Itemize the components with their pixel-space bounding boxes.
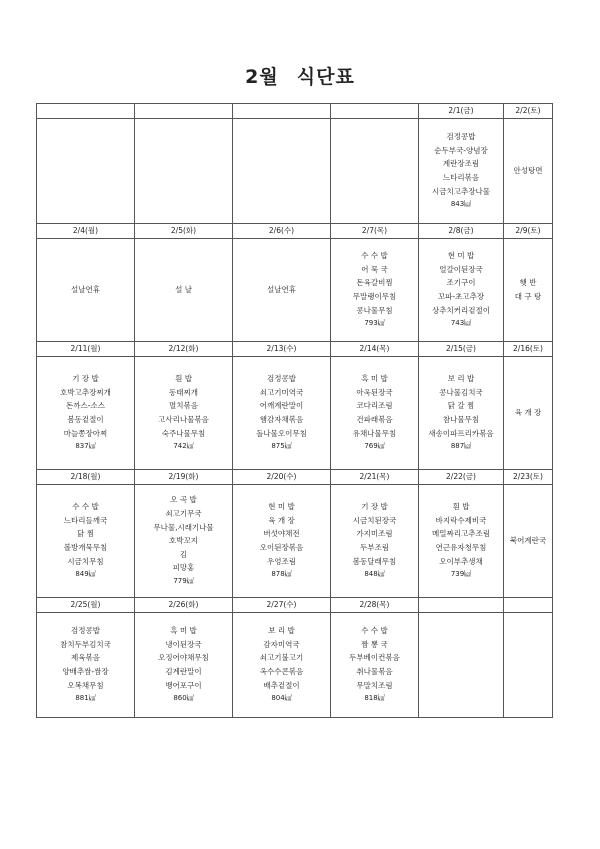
menu-item: 유채나물무침 (352, 428, 397, 438)
menu-item: 기 장 밥 (72, 374, 99, 384)
calorie-value: 804㎉ (271, 694, 292, 703)
date-cell: 2/14(목) (331, 342, 419, 357)
date-cell (504, 598, 553, 613)
menu-cell (135, 239, 233, 342)
menu-item: 건파래볶음 (356, 415, 393, 424)
menu-item: 조기구이 (446, 278, 476, 288)
calorie-value: 881㎉ (75, 694, 96, 703)
menu-item: 어깨계란말이 (259, 401, 304, 411)
date-cell: 2/8(금) (419, 224, 504, 239)
date-cell: 2/11(월) (37, 342, 135, 357)
menu-item: 설날연휴 (71, 285, 100, 295)
menu-item: 닭 찜 (77, 529, 94, 539)
menu-item: 오이된장볶음 (259, 543, 304, 552)
meal-table (36, 103, 553, 718)
menu-cell (135, 613, 233, 718)
menu-item: 연근유자청무침 (435, 543, 487, 552)
date-row (37, 598, 553, 613)
menu-item: 쇠고기미역국 (259, 387, 304, 397)
calorie-value: 793㎉ (364, 319, 385, 328)
date-row (37, 224, 553, 239)
menu-item: 검정콩밥 (267, 374, 296, 384)
menu-cell (419, 613, 504, 718)
menu-item: 햄감자채볶음 (259, 415, 304, 424)
menu-item: 흑 미 밥 (170, 626, 197, 636)
date-cell (37, 104, 135, 119)
menu-cell (37, 613, 135, 718)
menu-item: 바지락수제비국 (435, 515, 487, 525)
menu-item: 버섯야채전 (263, 529, 300, 539)
menu-item: 배추겉절이 (263, 680, 300, 690)
date-cell: 2/9(토) (504, 224, 553, 239)
menu-cell (504, 357, 553, 470)
menu-cell (419, 357, 504, 470)
menu-cell (331, 613, 419, 718)
date-cell: 2/21(목) (331, 470, 419, 485)
date-cell: 2/25(월) (37, 598, 135, 613)
menu-item: 호박꼬지 (169, 536, 198, 546)
date-cell (331, 104, 419, 119)
menu-item: 얼갈이된장국 (439, 264, 483, 274)
menu-item: 피망홍 (172, 563, 195, 573)
calorie-value: 849㎉ (75, 570, 96, 579)
calorie-value: 769㎉ (364, 442, 385, 451)
date-cell: 2/27(수) (233, 598, 331, 613)
menu-item: 육 개 장 (514, 408, 542, 418)
menu-item: 콩나물김치국 (439, 387, 483, 397)
date-cell: 2/13(수) (233, 342, 331, 357)
date-row (37, 470, 553, 485)
menu-cell (331, 239, 419, 342)
menu-item: 제육볶음 (71, 653, 100, 663)
menu-cell (135, 485, 233, 598)
menu-cell (504, 485, 553, 598)
menu-item: 감자미역국 (263, 639, 300, 649)
date-cell: 2/1(금) (419, 104, 504, 119)
menu-item: 호박고추장찌개 (60, 387, 111, 397)
calorie-value: 875㎉ (271, 442, 292, 451)
menu-item: 돌나물오이무침 (256, 428, 307, 438)
date-cell: 2/22(금) (419, 470, 504, 485)
menu-item: 취나물볶음 (356, 667, 393, 676)
menu-item: 설 날 (175, 285, 192, 295)
calorie-value: 843㎉ (450, 200, 472, 209)
date-cell: 2/26(화) (135, 598, 233, 613)
menu-item: 가지미조림 (356, 529, 393, 539)
menu-item: 김 (179, 549, 188, 559)
menu-item: 짬 뽕 국 (361, 639, 388, 649)
calorie-value: 837㎉ (75, 442, 96, 451)
menu-cell (233, 357, 331, 470)
menu-cell (504, 119, 553, 224)
menu-item: 닭 갈 찜 (447, 401, 475, 411)
date-cell: 2/5(화) (135, 224, 233, 239)
date-cell: 2/6(수) (233, 224, 331, 239)
menu-item: 오 곡 밥 (170, 495, 197, 505)
menu-cell (37, 119, 135, 224)
date-cell: 2/23(토) (504, 470, 553, 485)
menu-cell (331, 357, 419, 470)
menu-item: 검정콩밥 (71, 626, 100, 636)
menu-cell (37, 485, 135, 598)
menu-item: 쇠고기불고기 (259, 653, 304, 663)
menu-item: 새송이파프리카볶음 (428, 428, 494, 438)
menu-item: 기 장 밥 (361, 502, 388, 512)
menu-row (37, 357, 553, 470)
menu-item: 참치두부김치국 (60, 639, 111, 649)
calorie-value: 742㎉ (173, 442, 194, 451)
menu-item: 무말랭이무침 (352, 292, 397, 301)
menu-item: 대 구 탕 (514, 292, 542, 301)
menu-item: 꼬파-초고추장 (437, 292, 485, 301)
date-cell: 2/19(화) (135, 470, 233, 485)
date-cell: 2/12(화) (135, 342, 233, 357)
calorie-value: 818㎉ (364, 694, 385, 703)
menu-item: 흰 밥 (452, 502, 470, 512)
date-cell (233, 104, 331, 119)
date-cell (135, 104, 233, 119)
date-cell: 2/18(월) (37, 470, 135, 485)
menu-item: 두부조림 (360, 543, 389, 552)
menu-item: 검정콩밥 (446, 132, 476, 142)
menu-item: 옥수수콘볶음 (259, 667, 304, 676)
calorie-value: 878㎉ (271, 570, 292, 579)
date-row (37, 342, 553, 357)
date-cell: 2/15(금) (419, 342, 504, 357)
title-month: 2월 (245, 66, 279, 88)
menu-item: 마늘쫑장아찌 (63, 428, 108, 438)
calorie-value: 779㎉ (173, 576, 194, 585)
menu-item: 시금치고추장나물 (432, 186, 490, 196)
menu-item: 볼방개묵무침 (63, 543, 108, 552)
menu-item: 현 미 밥 (268, 502, 295, 512)
menu-item: 냉이된장국 (165, 639, 202, 649)
menu-cell (504, 239, 553, 342)
calorie-value: 860㎉ (173, 694, 194, 703)
menu-item: 흑 미 밥 (361, 374, 388, 384)
menu-row (37, 613, 553, 718)
date-cell: 2/20(수) (233, 470, 331, 485)
menu-item: 두부베이컨볶음 (349, 653, 400, 663)
menu-item: 고사리나물볶음 (158, 415, 209, 424)
date-cell: 2/16(토) (504, 342, 553, 357)
menu-item: 수 수 밥 (361, 251, 388, 261)
menu-item: 안성탕면 (513, 166, 543, 176)
menu-item: 설날연휴 (267, 285, 296, 295)
menu-item: 상추치커리겉절이 (432, 305, 490, 315)
menu-item: 보 리 밥 (447, 374, 475, 384)
date-cell: 2/4(월) (37, 224, 135, 239)
menu-item: 무말치조림 (356, 680, 393, 690)
menu-item: 숙주나물무침 (161, 428, 206, 438)
menu-item: 육 개 장 (268, 515, 295, 525)
menu-cell (135, 119, 233, 224)
menu-item: 뱅어포구이 (165, 680, 202, 690)
menu-item: 코다리조림 (356, 401, 393, 411)
title-text: 식단표 (296, 66, 355, 88)
menu-item: 참나물무침 (442, 415, 480, 424)
menu-item: 느타리들깨국 (63, 515, 108, 525)
date-cell: 2/28(목) (331, 598, 419, 613)
menu-cell (37, 239, 135, 342)
menu-item: 양배추쌈-쌈장 (62, 667, 109, 676)
menu-cell (419, 239, 504, 342)
calorie-value: 887㎉ (450, 442, 472, 451)
menu-item: 느타리볶음 (442, 173, 480, 182)
menu-item: 흰 밥 (175, 374, 192, 384)
menu-item: 북어계란국 (509, 536, 547, 546)
menu-cell (37, 357, 135, 470)
menu-item: 봄동달래무침 (352, 556, 397, 566)
menu-item: 햇 반 (519, 278, 537, 288)
menu-cell (419, 119, 504, 224)
menu-row (37, 485, 553, 598)
menu-item: 시금치무침 (67, 556, 104, 566)
menu-item: 쇠고기무국 (165, 509, 202, 519)
menu-item: 오복채무침 (67, 680, 104, 690)
menu-item: 현 미 밥 (447, 251, 475, 261)
menu-cell (331, 485, 419, 598)
menu-item: 콩나물무침 (356, 305, 393, 315)
calorie-value: 739㎉ (450, 570, 472, 579)
menu-cell (135, 357, 233, 470)
menu-cell (233, 119, 331, 224)
menu-item: 멸치볶음 (169, 401, 198, 411)
page-title (0, 62, 600, 89)
menu-item: 동태찌개 (169, 387, 198, 397)
menu-item: 수 수 밥 (361, 626, 388, 636)
menu-item: 계란장조림 (442, 159, 480, 169)
menu-item: 메밀짜리고추조림 (432, 529, 490, 539)
date-cell: 2/7(목) (331, 224, 419, 239)
menu-item: 봄동겉절이 (67, 415, 104, 424)
menu-cell (504, 613, 553, 718)
date-row (37, 104, 553, 119)
calorie-value: 848㎉ (364, 570, 385, 579)
calorie-value: 743㎉ (450, 319, 472, 328)
menu-item: 돈육갈비찜 (356, 278, 393, 288)
menu-cell (331, 119, 419, 224)
menu-row (37, 239, 553, 342)
menu-item: 우엉조림 (267, 556, 296, 566)
date-cell: 2/2(토) (504, 104, 553, 119)
menu-item: 보 리 밥 (268, 626, 295, 636)
menu-item: 수 수 밥 (72, 502, 99, 512)
menu-item: 순두부국-양념장 (434, 145, 488, 155)
menu-cell (233, 485, 331, 598)
menu-item: 무나물,시래기나물 (153, 522, 214, 532)
menu-row (37, 119, 553, 224)
menu-item: 김계란말이 (165, 667, 202, 676)
menu-item: 오징어야채무침 (158, 653, 209, 663)
menu-cell (233, 239, 331, 342)
menu-cell (233, 613, 331, 718)
menu-item: 오이부추생채 (439, 556, 483, 566)
menu-item: 시금치된장국 (352, 515, 397, 525)
menu-item: 아욱된장국 (356, 387, 393, 397)
date-cell (419, 598, 504, 613)
menu-item: 어 묵 국 (361, 264, 388, 274)
menu-cell (419, 485, 504, 598)
menu-item: 돈까스-소스 (66, 401, 105, 411)
